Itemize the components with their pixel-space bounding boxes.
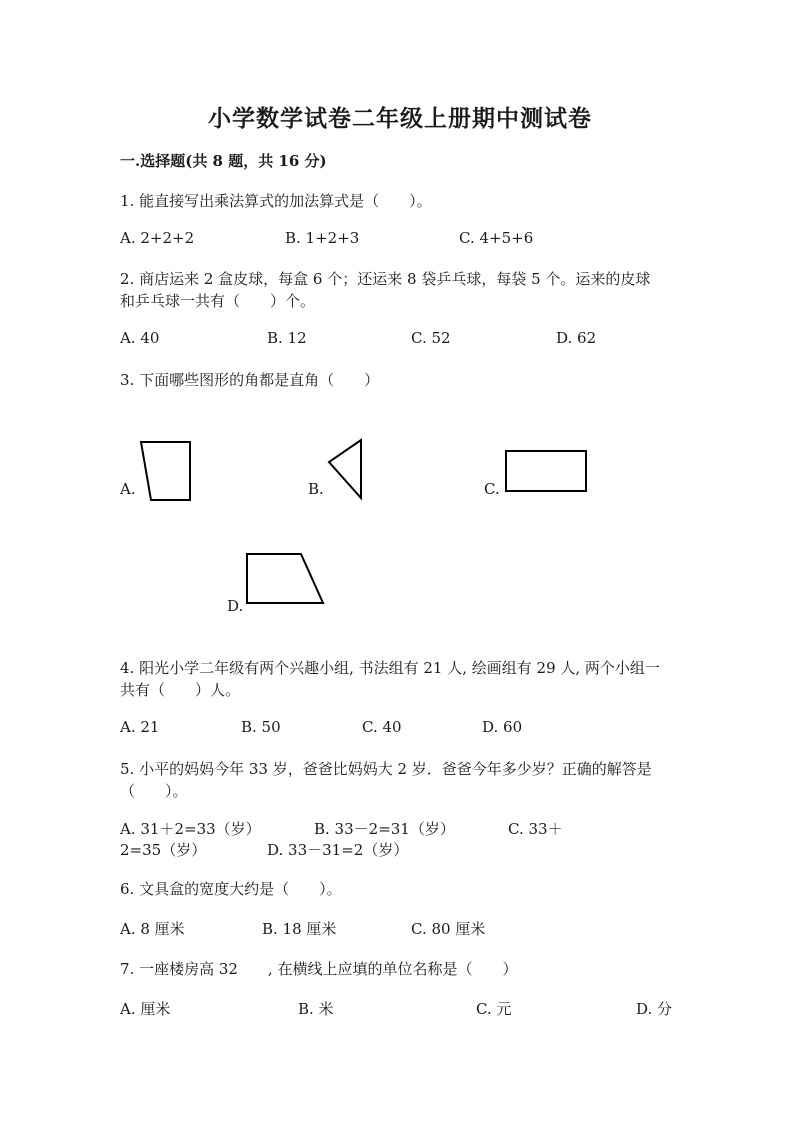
q7-option-c[interactable]: C. 元 [476,1000,512,1018]
question-1-text: 1. 能直接写出乘法算式的加法算式是（ ）。 [120,192,432,210]
question-3-text: 3. 下面哪些图形的角都是直角（ ） [120,371,380,389]
q4-option-c[interactable]: C. 40 [362,718,402,736]
q7-option-b[interactable]: B. 米 [298,1000,334,1018]
q2-option-d[interactable]: D. 62 [556,329,597,347]
question-2-text-line1: 2. 商店运来 2 盒皮球，每盒 6 个；还运来 8 袋乒乓球，每袋 5 个。运来的皮球 [120,270,651,288]
question-6-text: 6. 文具盒的宽度大约是（ ）。 [120,880,342,898]
question-4-text-line1: 4. 阳光小学二年级有两个兴趣小组, 书法组有 21 人, 绘画组有 29 人, 两个小组一 [120,659,660,677]
q7-option-d[interactable]: D. 分 [636,1000,673,1018]
q3-option-b[interactable]: B. [308,480,324,498]
trapezoid-d-figure [243,551,327,607]
q5-option-c[interactable]: C. 33＋ [508,820,563,838]
q5-option-d[interactable]: D. 33－31=2（岁） [267,841,409,859]
q1-option-c[interactable]: C. 4+5+6 [459,229,534,247]
rectangle-c-figure [503,448,589,494]
q5-option-b[interactable]: B. 33－2=31（岁） [314,820,455,838]
q3-option-c[interactable]: C. [484,480,500,498]
q4-option-a[interactable]: A. 21 [120,718,160,736]
q1-option-b[interactable]: B. 1+2+3 [285,229,360,247]
question-4-text-line2: 共有（ ）人。 [120,681,241,699]
question-5-text-line2: （ ）。 [120,782,188,800]
q3-option-a[interactable]: A. [120,480,136,498]
q3-option-d[interactable]: D. [227,597,244,615]
triangle-b-figure [322,436,366,502]
question-7-text: 7. 一座楼房高 32 , 在横线上应填的单位名称是（ ） [120,960,518,978]
page-title: 小学数学试卷二年级上册期中测试卷 [208,105,592,132]
question-5-text-line1: 5. 小平的妈妈今年 33 岁，爸爸比妈妈大 2 岁．爸爸今年多少岁？正确的解答是 [120,760,652,778]
trapezoid-a-figure [136,438,196,504]
q5-option-a[interactable]: A. 31＋2=33（岁） [120,820,261,838]
section-heading: 一.选择题(共 8 题，共 16 分) [120,152,327,170]
question-2-text-line2: 和乒乓球一共有（ ）个。 [120,292,316,310]
q6-option-a[interactable]: A. 8 厘米 [120,920,185,938]
q4-option-b[interactable]: B. 50 [241,718,281,736]
q2-option-b[interactable]: B. 12 [267,329,307,347]
q2-option-a[interactable]: A. 40 [120,329,160,347]
q4-option-d[interactable]: D. 60 [482,718,523,736]
q5-option-c-continued: 2=35（岁） [120,841,207,859]
q7-option-a[interactable]: A. 厘米 [120,1000,171,1018]
q6-option-b[interactable]: B. 18 厘米 [262,920,337,938]
q1-option-a[interactable]: A. 2+2+2 [120,229,195,247]
q6-option-c[interactable]: C. 80 厘米 [411,920,486,938]
q2-option-c[interactable]: C. 52 [411,329,451,347]
